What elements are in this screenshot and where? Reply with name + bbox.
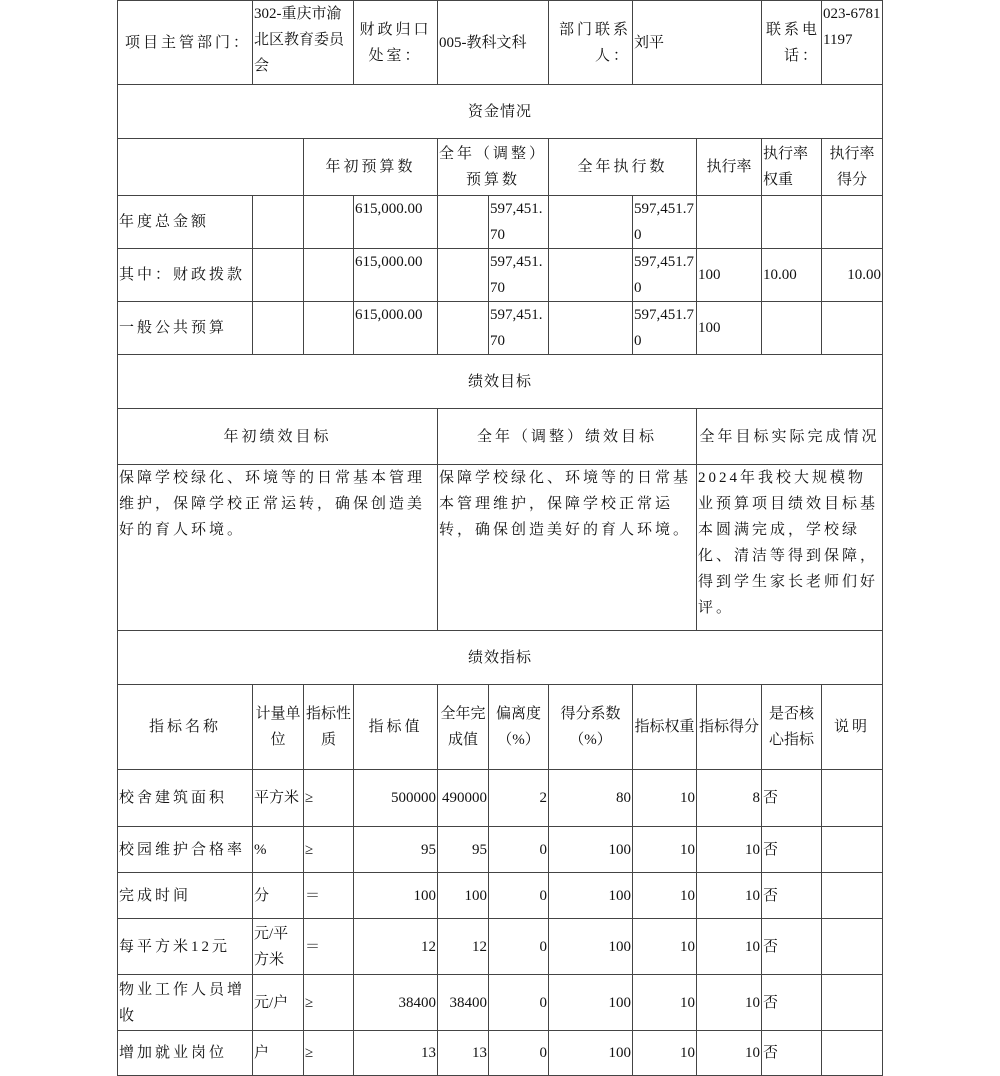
ind-note xyxy=(822,827,883,873)
funds-initial: 615,000.00 xyxy=(354,302,438,355)
finance-value: 005-教科文科 xyxy=(438,1,549,85)
ind-deviation: 0 xyxy=(489,975,549,1031)
ind-coef: 100 xyxy=(549,827,633,873)
funds-col-adjusted: 全年（调整）预算数 xyxy=(438,139,549,196)
indicator-row xyxy=(118,770,883,827)
ind-target: 12 xyxy=(354,919,438,975)
ind-weight: 10 xyxy=(633,919,697,975)
funds-adjusted: 597,451.70 xyxy=(489,302,549,355)
funds-rate xyxy=(697,196,762,249)
ind-coef: 100 xyxy=(549,975,633,1031)
funds-col-initial: 年初预算数 xyxy=(304,139,438,196)
contact-label: 部门联系人： xyxy=(549,1,633,85)
funds-initial: 615,000.00 xyxy=(354,196,438,249)
goals-col-initial: 年初绩效目标 xyxy=(118,409,438,465)
ind-weight: 10 xyxy=(633,1031,697,1076)
ind-coef: 100 xyxy=(549,1031,633,1076)
goals-col-actual: 全年目标实际完成情况 xyxy=(697,409,883,465)
ind-score: 10 xyxy=(697,975,762,1031)
ind-nature: ＝ xyxy=(304,919,354,975)
ind-unit: 平方米 xyxy=(253,770,304,827)
blank-cell xyxy=(304,196,354,249)
indicator-row xyxy=(118,873,883,919)
indicator-row xyxy=(118,919,883,975)
ind-actual: 38400 xyxy=(438,975,489,1031)
funds-initial: 615,000.00 xyxy=(354,249,438,302)
funds-row-name: 年度总金额 xyxy=(118,196,253,249)
dept-value: 302-重庆市渝北区教育委员会 xyxy=(253,1,354,85)
ind-note xyxy=(822,770,883,827)
ind-core: 否 xyxy=(762,975,822,1031)
ind-deviation: 2 xyxy=(489,770,549,827)
ind-col-unit: 计量单位 xyxy=(253,685,304,770)
blank-cell xyxy=(438,249,489,302)
ind-deviation: 0 xyxy=(489,1031,549,1076)
ind-nature: ＝ xyxy=(304,873,354,919)
ind-col-core: 是否核心指标 xyxy=(762,685,822,770)
funds-adjusted: 597,451.70 xyxy=(489,249,549,302)
ind-core: 否 xyxy=(762,873,822,919)
header-row xyxy=(118,1,883,85)
blank-cell xyxy=(549,196,633,249)
indicators-header-row xyxy=(118,685,883,770)
funds-col-executed: 全年执行数 xyxy=(549,139,697,196)
goals-header-row xyxy=(118,409,883,465)
ind-core: 否 xyxy=(762,827,822,873)
funds-score xyxy=(822,196,883,249)
ind-actual: 95 xyxy=(438,827,489,873)
blank-cell xyxy=(253,196,304,249)
funds-rate: 100 xyxy=(697,249,762,302)
funds-row xyxy=(118,302,883,355)
ind-deviation: 0 xyxy=(489,827,549,873)
ind-target: 38400 xyxy=(354,975,438,1031)
ind-core: 否 xyxy=(762,1031,822,1076)
blank-cell xyxy=(438,302,489,355)
funds-col-weight: 执行率权重 xyxy=(762,139,822,196)
ind-target: 13 xyxy=(354,1031,438,1076)
blank-cell xyxy=(253,302,304,355)
funds-header-blank xyxy=(118,139,304,196)
funds-weight xyxy=(762,302,822,355)
goals-initial-text: 保障学校绿化、环境等的日常基本管理维护，保障学校正常运转，确保创造美好的育人环境。 xyxy=(118,465,438,631)
blank-cell xyxy=(549,249,633,302)
ind-weight: 10 xyxy=(633,770,697,827)
ind-col-coef: 得分系数（%） xyxy=(549,685,633,770)
ind-score: 10 xyxy=(697,873,762,919)
funds-adjusted: 597,451.70 xyxy=(489,196,549,249)
funds-executed: 597,451.70 xyxy=(633,302,697,355)
ind-name: 增加就业岗位 xyxy=(118,1031,253,1076)
goals-content-row xyxy=(118,465,883,631)
blank-cell xyxy=(438,196,489,249)
funds-col-rate: 执行率 xyxy=(697,139,762,196)
indicator-row xyxy=(118,975,883,1031)
dept-label: 项目主管部门： xyxy=(118,1,253,85)
goals-section-title: 绩效目标 xyxy=(118,355,883,409)
ind-score: 10 xyxy=(697,827,762,873)
ind-deviation: 0 xyxy=(489,873,549,919)
finance-label: 财政归口处室： xyxy=(354,1,438,85)
performance-report-table xyxy=(117,0,883,1076)
funds-score xyxy=(822,302,883,355)
ind-score: 10 xyxy=(697,919,762,975)
blank-cell xyxy=(549,302,633,355)
funds-weight: 10.00 xyxy=(762,249,822,302)
ind-nature: ≥ xyxy=(304,770,354,827)
ind-nature: ≥ xyxy=(304,827,354,873)
ind-unit: 分 xyxy=(253,873,304,919)
funds-executed: 597,451.70 xyxy=(633,249,697,302)
ind-unit: 户 xyxy=(253,1031,304,1076)
ind-col-score: 指标得分 xyxy=(697,685,762,770)
ind-target: 95 xyxy=(354,827,438,873)
ind-coef: 100 xyxy=(549,919,633,975)
ind-name: 完成时间 xyxy=(118,873,253,919)
ind-col-note: 说明 xyxy=(822,685,883,770)
funds-rate: 100 xyxy=(697,302,762,355)
ind-nature: ≥ xyxy=(304,1031,354,1076)
blank-cell xyxy=(304,249,354,302)
indicator-row xyxy=(118,827,883,873)
ind-score: 8 xyxy=(697,770,762,827)
ind-deviation: 0 xyxy=(489,919,549,975)
ind-target: 500000 xyxy=(354,770,438,827)
blank-cell xyxy=(253,249,304,302)
ind-name: 校园维护合格率 xyxy=(118,827,253,873)
goals-col-adjusted: 全年（调整）绩效目标 xyxy=(438,409,697,465)
ind-note xyxy=(822,919,883,975)
ind-note xyxy=(822,873,883,919)
ind-note xyxy=(822,1031,883,1076)
funds-row xyxy=(118,196,883,249)
ind-coef: 80 xyxy=(549,770,633,827)
ind-nature: ≥ xyxy=(304,975,354,1031)
ind-actual: 13 xyxy=(438,1031,489,1076)
phone-value: 023-67811197 xyxy=(822,1,883,85)
phone-label: 联系电话： xyxy=(762,1,822,85)
ind-actual: 490000 xyxy=(438,770,489,827)
ind-unit: % xyxy=(253,827,304,873)
ind-unit: 元/平方米 xyxy=(253,919,304,975)
ind-actual: 100 xyxy=(438,873,489,919)
ind-col-target: 指标值 xyxy=(354,685,438,770)
ind-weight: 10 xyxy=(633,975,697,1031)
ind-coef: 100 xyxy=(549,873,633,919)
ind-note xyxy=(822,975,883,1031)
ind-actual: 12 xyxy=(438,919,489,975)
funds-row xyxy=(118,249,883,302)
indicator-row xyxy=(118,1031,883,1076)
ind-col-name: 指标名称 xyxy=(118,685,253,770)
funds-col-score: 执行率得分 xyxy=(822,139,883,196)
funds-header-row xyxy=(118,139,883,196)
ind-core: 否 xyxy=(762,919,822,975)
ind-name: 每平方米12元 xyxy=(118,919,253,975)
ind-name: 校舍建筑面积 xyxy=(118,770,253,827)
funds-section-title: 资金情况 xyxy=(118,85,883,139)
ind-weight: 10 xyxy=(633,827,697,873)
funds-executed: 597,451.70 xyxy=(633,196,697,249)
ind-name: 物业工作人员增收 xyxy=(118,975,253,1031)
funds-row-name: 一般公共预算 xyxy=(118,302,253,355)
funds-row-name: 其中：财政拨款 xyxy=(118,249,253,302)
goals-actual-text: 2024年我校大规模物业预算项目绩效目标基本圆满完成，学校绿化、清洁等得到保障，得到学生家长老师们好评。 xyxy=(697,465,883,631)
ind-score: 10 xyxy=(697,1031,762,1076)
ind-col-nature: 指标性质 xyxy=(304,685,354,770)
blank-cell xyxy=(304,302,354,355)
indicators-section-title: 绩效指标 xyxy=(118,631,883,685)
ind-col-deviation: 偏离度（%） xyxy=(489,685,549,770)
ind-weight: 10 xyxy=(633,873,697,919)
ind-col-weight: 指标权重 xyxy=(633,685,697,770)
ind-col-actual: 全年完成值 xyxy=(438,685,489,770)
contact-value: 刘平 xyxy=(633,1,762,85)
funds-weight xyxy=(762,196,822,249)
goals-adjusted-text: 保障学校绿化、环境等的日常基本管理维护，保障学校正常运转，确保创造美好的育人环境。 xyxy=(438,465,697,631)
ind-target: 100 xyxy=(354,873,438,919)
funds-score: 10.00 xyxy=(822,249,883,302)
ind-core: 否 xyxy=(762,770,822,827)
ind-unit: 元/户 xyxy=(253,975,304,1031)
